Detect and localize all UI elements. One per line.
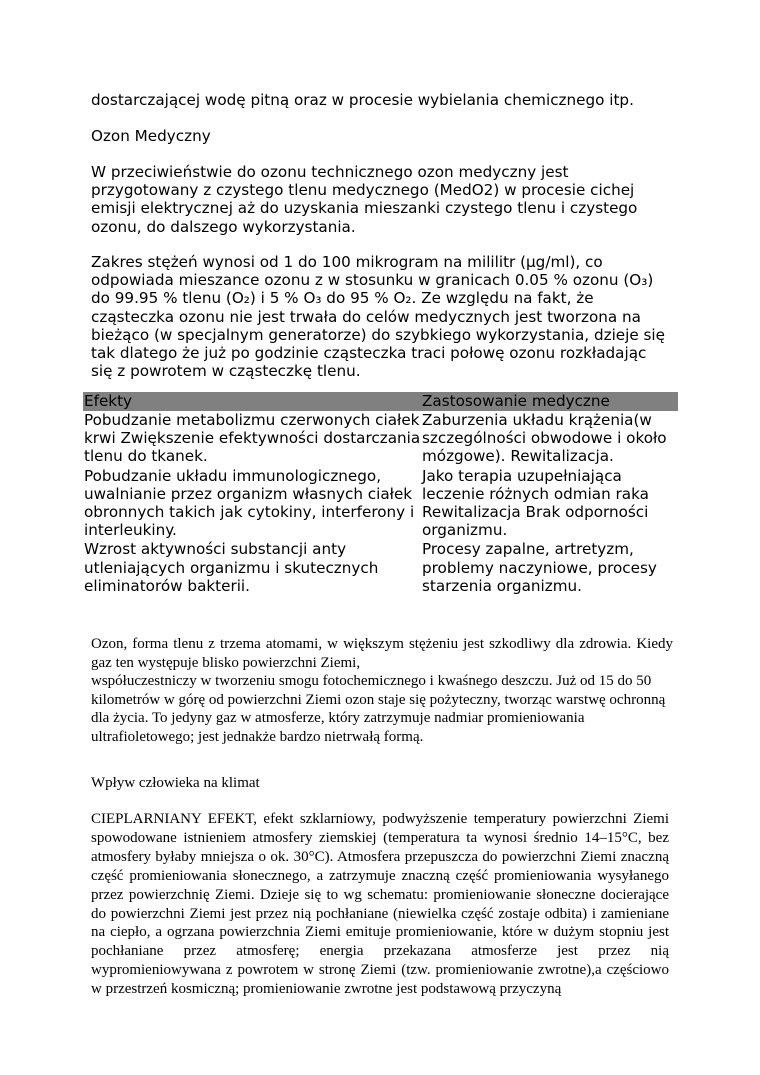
ozone-atmosphere-rest: współuczestniczy w tworzeniu smogu fotochemicznego i kwaśnego deszczu. Już od 15 do 50 kilometrów w górę od powierzchni Ziemi ozon staje się pożyteczny, tworząc warstwę ochronną dla życia. To jedyny gaz w atmosferze, który zatrzymuje nadmiar promieniowania ultrafioletowego; jest jednakże bardzo nietrwałą formą. xyxy=(91,673,666,745)
effects-table xyxy=(83,392,678,596)
intro-line: dostarczającej wodę pitną oraz w procesie wybielania chemicznego itp. xyxy=(91,91,634,109)
effect-cell: Pobudzanie układu immunologicznego, uwalnianie przez organizm własnych ciałek obronnych takich jak cytokiny, interferony i interleukiny. xyxy=(84,466,415,540)
table-row xyxy=(83,411,678,467)
ozone-medical-paragraph-1: W przeciwieństwie do ozonu technicznego ozon medyczny jest przygotowany z czystego tlenu medycznego (MedO2) w procesie cichej emisji elektrycznej aż do uzyskania mieszanki czystego tlenu i czystego ozonu, do dalszego wykorzystania. xyxy=(91,163,638,236)
use-cell: Procesy zapalne, artretyzm, problemy naczyniowe, procesy starzenia organizmu. xyxy=(422,540,657,595)
climate-heading: Wpływ człowieka na klimat xyxy=(91,775,260,791)
ozone-atmosphere-paragraph xyxy=(91,635,673,747)
table-header-row xyxy=(83,392,678,411)
table-row xyxy=(83,467,678,541)
use-cell: Jako terapia uzupełniająca leczenie różnych odmian raka Rewitalizacja Brak odporności organizmu. xyxy=(422,466,649,540)
ozone-atmosphere-line-2: gaz ten występuje blisko powierzchni Ziemi, xyxy=(91,654,361,671)
ozone-atmosphere-line-1: Ozon, forma tlenu z trzema atomami, w większym stężeniu jest szkodliwy dla zdrowia. Kiedy xyxy=(91,636,673,652)
ozone-medical-heading: Ozon Medyczny xyxy=(91,127,211,145)
climate-paragraph: CIEPLARNIANY EFEKT, efekt szklarniowy, podwyższenie temperatury powierzchni Ziemi spowodowane istnieniem atmosfery ziemskiej (temperatura ta wynosi średnio 14–15°C, bez atmosfery byłaby mniejsza o ok. 30°C). Atmosfera przepuszcza do powierzchni Ziemi znaczną część promieniowania słonecznego, a zatrzymuje znaczną część promieniowania wysyłanego przez powierzchnię Ziemi. Dzieje się to wg schematu: promieniowanie słoneczne docierające do powierzchni Ziemi jest przez nią pochłaniane (niewielka część zostaje odbita) i zamieniane na ciepło, a ogrzana powierzchnia Ziemi emituje promieniowanie, które w dużym stopniu jest pochłaniane przez atmosferę; energia przekazana atmosferze jest przez nią wypromieniowywana z powrotem w stronę Ziemi (tzw. promieniowanie zwrotne),a częściowo w przestrzeń kosmiczną; promieniowanie zwrotne jest podstawową przyczyną xyxy=(91,811,669,998)
header-effects: Efekty xyxy=(83,392,421,411)
table-row xyxy=(83,540,678,596)
header-medical-use: Zastosowanie medyczne xyxy=(421,392,678,411)
use-cell: Zaburzenia układu krążenia(w szczególności obwodowe i około mózgowe). Rewitalizacja. xyxy=(422,411,667,466)
effect-cell: Wzrost aktywności substancji anty utleniających organizmu i skutecznych eliminatorów bakterii. xyxy=(84,540,379,595)
effect-cell: Pobudzanie metabolizmu czerwonych ciałek krwi Zwiększenie efektywności dostarczania tlenu do tkanek. xyxy=(84,411,421,466)
ozone-medical-paragraph-2: Zakres stężeń wynosi od 1 do 100 mikrogram na mililitr (µg/ml), co odpowiada mieszance ozonu z w stosunku w granicach 0.05 % ozonu (O₃) do 99.95 % tlenu (O₂) i 5 % O₃ do 95 % O₂. Ze względu na fakt, że cząsteczka ozonu nie jest trwała do celów medycznych jest tworzona na bieżąco (w specjalnym generatorze) do szybkiego wykorzystania, dzieje się tak dlatego że już po godzinie cząsteczka traci połowę ozonu rozkładając się z powrotem w cząsteczkę tlenu. xyxy=(91,253,665,381)
